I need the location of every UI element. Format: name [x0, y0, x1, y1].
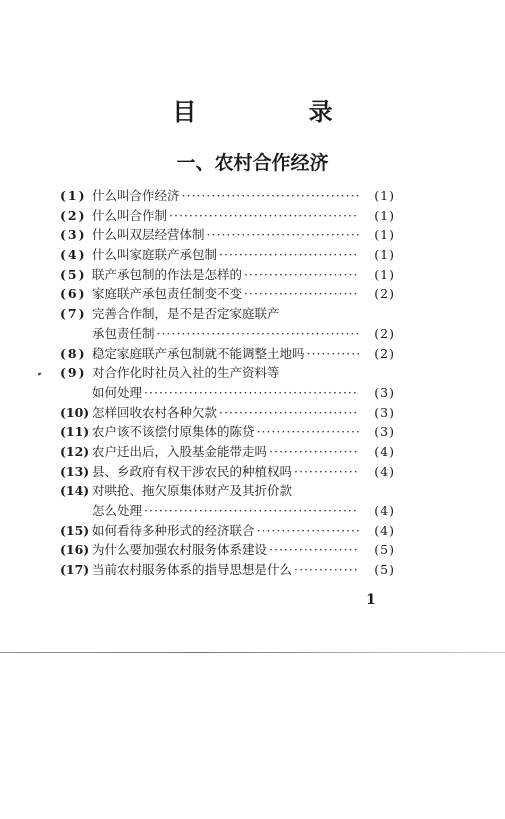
toc-entry-title: 家庭联产承包责任制变不变	[92, 286, 243, 302]
toc-entry-page: (5)	[374, 542, 395, 558]
toc-entry-number: (12)	[60, 443, 90, 459]
toc-entry-title: 农户该不该偿付原集体的陈贷	[92, 424, 255, 440]
toc-entry-line	[60, 284, 395, 304]
toc-entry	[60, 363, 395, 402]
toc-entry-line	[60, 186, 395, 206]
toc-entry-title: 什么叫双层经营体制	[92, 227, 205, 243]
toc-entry	[60, 422, 395, 442]
dot-leader	[144, 501, 359, 521]
toc-entry-page: (2)	[374, 286, 395, 302]
dot-leader	[307, 344, 359, 364]
toc-entry	[60, 442, 395, 462]
toc-entry-line	[60, 462, 395, 482]
dot-leader	[257, 422, 359, 442]
dot-leader	[157, 324, 359, 344]
dot-leader	[169, 206, 359, 226]
toc-entry-number: (14)	[60, 483, 90, 499]
dot-leader	[219, 403, 359, 423]
dot-leader	[294, 462, 359, 482]
toc-entry	[60, 462, 395, 482]
toc-entry-page: (4)	[374, 443, 395, 459]
toc-entry-title: 如何看待多种形式的经济联合	[92, 522, 255, 538]
toc-entry	[60, 521, 395, 541]
toc-entry	[60, 481, 395, 520]
toc-entry	[60, 304, 395, 343]
toc-entry-page: (3)	[374, 384, 395, 400]
toc-entry-number: (5)	[60, 266, 87, 282]
toc-entry-line	[60, 442, 395, 462]
toc-entry-page: (2)	[374, 325, 395, 341]
toc-entry-title: 当前农村服务体系的指导思想是什么	[92, 562, 293, 578]
toc-entry-line	[60, 560, 395, 580]
toc-entry-page: (5)	[374, 562, 395, 578]
page-number: 1	[366, 592, 376, 608]
dot-leader	[244, 284, 359, 304]
toc-entry-title: 怎么处理	[92, 503, 143, 518]
toc-entry-number: (4)	[60, 247, 87, 263]
toc-entry-number: (9)	[60, 365, 87, 381]
toc-entry-line	[60, 363, 395, 383]
page-edge-line	[0, 652, 505, 653]
toc-entry-line	[60, 324, 395, 344]
dot-leader	[182, 186, 359, 206]
toc-entry	[60, 245, 395, 265]
toc-entry-page: (4)	[374, 522, 395, 538]
toc-entry	[60, 186, 395, 206]
toc-entry-title: 为什么要加强农村服务体系建设	[92, 542, 268, 558]
toc-entry	[60, 403, 395, 423]
dot-leader	[219, 245, 359, 265]
toc-entry-title: 什么叫家庭联产承包制	[92, 247, 218, 263]
toc-entry-page: (2)	[374, 345, 395, 361]
toc-entry-page: (3)	[374, 424, 395, 440]
toc-entry-number: (2)	[60, 207, 87, 223]
dot-leader	[207, 225, 359, 245]
toc-entry-number: (7)	[60, 306, 87, 322]
toc-entry-page: (4)	[374, 503, 395, 518]
toc-entry-page: (3)	[374, 404, 395, 420]
toc-entry-title: 完善合作制，是不是否定家庭联产	[92, 306, 280, 322]
toc-entry-number: (15)	[60, 522, 90, 538]
toc-entry-page: (4)	[374, 463, 395, 479]
toc-entry	[60, 206, 395, 226]
toc-entry	[60, 225, 395, 245]
toc-entry-line	[60, 403, 395, 423]
toc-entry-page: (1)	[374, 266, 395, 282]
toc-entry	[60, 540, 395, 560]
toc-entry-line	[60, 344, 395, 364]
dot-leader	[294, 560, 359, 580]
toc-entry-number: (13)	[60, 463, 90, 479]
toc-entry-title: 如何处理	[92, 384, 143, 400]
toc-entry-line	[60, 540, 395, 560]
dot-leader	[244, 265, 359, 285]
toc-entry-line	[60, 383, 395, 403]
dot-leader	[144, 383, 359, 403]
toc-entry-title: 对合作化时社员入社的生产资料等	[92, 365, 280, 381]
toc-entry-title: 农户迁出后，入股基金能带走吗	[92, 443, 268, 459]
toc-entry-line	[60, 206, 395, 226]
toc-entry	[60, 265, 395, 285]
toc-entry-line	[60, 422, 395, 442]
toc-entry-line	[60, 245, 395, 265]
toc-entry-title: 承包责任制	[92, 325, 155, 341]
toc-entry-line	[60, 521, 395, 541]
table-of-contents	[60, 186, 395, 580]
toc-entry-number: (1)	[60, 188, 87, 203]
page-title: 目 录	[172, 97, 385, 126]
toc-entry-number: (3)	[60, 227, 87, 243]
dot-leader	[269, 442, 359, 462]
toc-entry-line	[60, 481, 395, 501]
toc-entry-number: (10)	[60, 404, 90, 420]
toc-entry-title: 县、乡政府有权干涉农民的种植权吗	[92, 463, 293, 479]
section-title: 一、农村合作经济	[176, 152, 329, 174]
toc-entry-page: (1)	[374, 247, 395, 263]
toc-entry	[60, 344, 395, 364]
toc-entry-title: 什么叫合作经济	[92, 188, 180, 203]
toc-entry-title: 稳定家庭联产承包制就不能调整土地吗	[92, 345, 305, 361]
toc-entry	[60, 284, 395, 304]
toc-entry-title: 联产承包制的作法是怎样的	[92, 266, 243, 282]
toc-entry-page: (1)	[374, 188, 395, 203]
dot-leader	[257, 521, 359, 541]
toc-entry-page: (1)	[374, 207, 395, 223]
toc-entry-number: (8)	[60, 345, 87, 361]
toc-entry-number: (6)	[60, 286, 87, 302]
toc-entry-line	[60, 265, 395, 285]
toc-entry-title: 怎样回收农村各种欠款	[92, 404, 218, 420]
toc-entry	[60, 560, 395, 580]
toc-entry-number: (17)	[60, 562, 90, 578]
toc-entry-number: (16)	[60, 542, 90, 558]
dot-leader	[269, 540, 359, 560]
toc-entry-line	[60, 501, 395, 521]
toc-entry-title: 什么叫合作制	[92, 207, 168, 223]
toc-entry-number: (11)	[60, 424, 90, 440]
toc-entry-line	[60, 225, 395, 245]
toc-entry-page: (1)	[374, 227, 395, 243]
toc-entry-line	[60, 304, 395, 324]
ink-speck	[38, 372, 42, 375]
toc-entry-title: 对哄抢、拖欠原集体财产及其折价款	[92, 483, 293, 499]
